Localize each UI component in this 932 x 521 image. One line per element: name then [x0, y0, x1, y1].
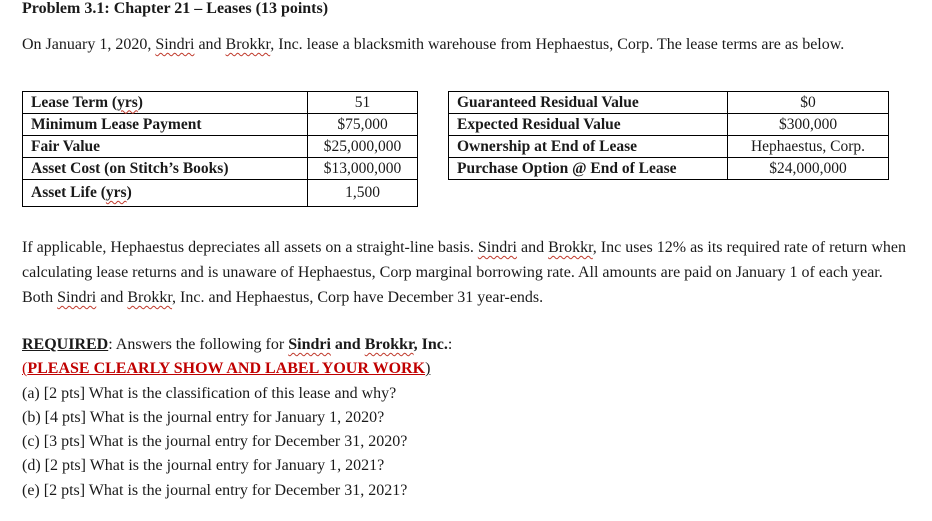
- asset-life-label: Asset Life (yrs): [23, 180, 308, 207]
- guaranteed-residual-label: Guaranteed Residual Value: [449, 92, 728, 114]
- intro-paragraph: On January 1, 2020, Sindri and Brokkr, Inc. lease a blacksmith warehouse from Hephaestus, Corp. The lease terms are as below.: [22, 36, 845, 53]
- fair-value-label: Fair Value: [23, 136, 308, 158]
- purchase-option-label: Purchase Option @ End of Lease: [449, 158, 728, 180]
- question-e: (e) [2 pts] What is the journal entry for December 31, 2021?: [22, 481, 408, 499]
- lease-term-label: Lease Term (yrs): [23, 92, 308, 114]
- expected-residual-value: $300,000: [728, 114, 889, 136]
- table-row: [23, 158, 418, 180]
- table-row: [449, 158, 889, 180]
- question-b: (b) [4 pts] What is the journal entry for January 1, 2020?: [22, 408, 385, 426]
- guaranteed-residual-value: $0: [728, 92, 889, 114]
- lease-term-value: 51: [308, 92, 418, 114]
- ownership-label: Ownership at End of Lease: [449, 136, 728, 158]
- table-row: [449, 92, 889, 114]
- minimum-lease-payment-label: Minimum Lease Payment: [23, 114, 308, 136]
- table-row: [449, 136, 889, 158]
- company-name-brokkr: Brokkr: [225, 36, 271, 53]
- asset-cost-label: Asset Cost (on Stitch’s Books): [23, 158, 308, 180]
- table-row: [23, 180, 418, 207]
- required-section: [22, 333, 902, 503]
- question-d: (d) [2 pts] What is the journal entry for January 1, 2021?: [22, 457, 385, 475]
- table-row: [449, 114, 889, 136]
- company-name-sindri: Sindri: [155, 36, 195, 53]
- required-heading: REQUIRED: [22, 336, 109, 353]
- table-row: [23, 114, 418, 136]
- minimum-lease-payment-value: $75,000: [308, 114, 418, 136]
- problem-title: Problem 3.1: Chapter 21 – Leases (13 points): [22, 0, 329, 17]
- question-c: (c) [3 pts] What is the journal entry for December 31, 2020?: [22, 433, 408, 451]
- question-a: (a) [2 pts] What is the classification of this lease and why?: [22, 384, 397, 402]
- asset-cost-value: $13,000,000: [308, 158, 418, 180]
- purchase-option-value: $24,000,000: [728, 158, 889, 180]
- expected-residual-label: Expected Residual Value: [449, 114, 728, 136]
- required-heading-line: REQUIRED: Answers the following for Sindri and Brokkr, Inc.:: [22, 336, 453, 353]
- fair-value-value: $25,000,000: [308, 136, 418, 158]
- table-row: [23, 92, 418, 114]
- assumptions-paragraph: If applicable, Hephaestus depreciates all assets on a straight-line basis. Sindri and Brokkr, Inc uses 12% as its required rate of return when calculating lease returns and is unaware of Hephaestus, Corp marginal borrowing rate. All amounts are paid on January 1 of each year. Both Sindri and Brokkr, Inc. and Hephaestus, Corp have December 31 year-ends.: [22, 239, 906, 306]
- table-row: [23, 136, 418, 158]
- work-warning: (PLEASE CLEARLY SHOW AND LABEL YOUR WORK): [22, 360, 431, 378]
- lease-terms-table-right: [448, 91, 889, 180]
- ownership-value: Hephaestus, Corp.: [728, 136, 889, 158]
- asset-life-value: 1,500: [308, 180, 418, 207]
- lease-terms-table-left: [22, 91, 418, 207]
